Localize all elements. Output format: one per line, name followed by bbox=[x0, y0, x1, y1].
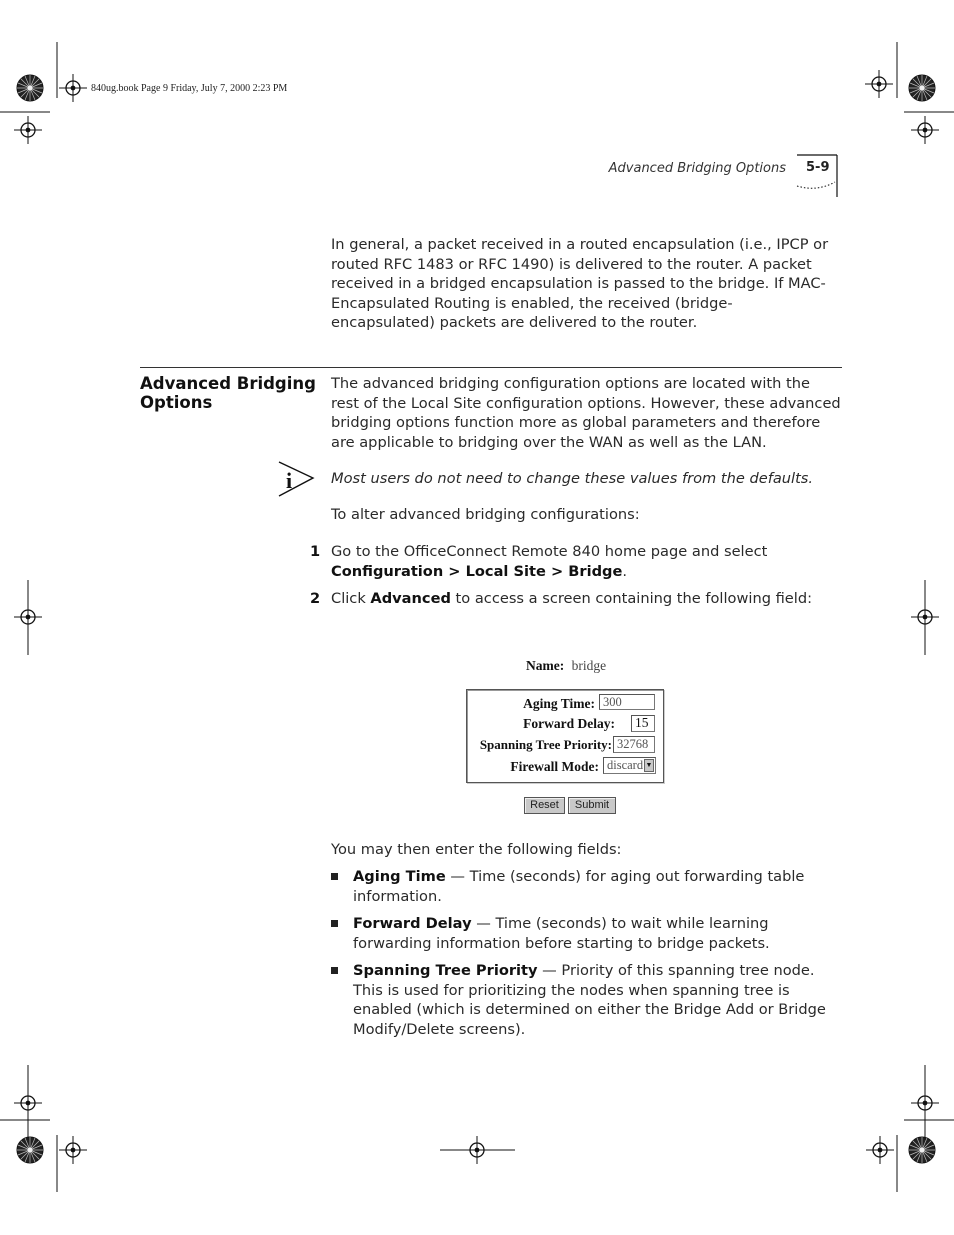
submit-button[interactable]: Submit bbox=[568, 797, 616, 814]
svg-text:i: i bbox=[286, 468, 293, 493]
registration-star-bottom-right bbox=[909, 1137, 935, 1163]
step-2-text-start: Click bbox=[331, 590, 371, 607]
page-number: 5-9 bbox=[806, 160, 830, 175]
step-1-number: 1 bbox=[310, 543, 321, 560]
book-file-stamp: 840ug.book Page 9 Friday, July 7, 2000 2:23 PM bbox=[91, 83, 288, 94]
section-heading-line-1: Advanced Bridging bbox=[140, 374, 316, 393]
step-2-advanced-keyword: Advanced bbox=[370, 590, 451, 607]
firewall-mode-selected: discard bbox=[607, 758, 644, 772]
section-heading bbox=[140, 374, 320, 412]
bridge-name-row bbox=[526, 658, 606, 674]
step-2-text bbox=[331, 589, 836, 609]
step-1-text-start: Go to the OfficeConnect Remote 840 home page and select bbox=[331, 543, 768, 560]
field-description: — Time (seconds) to wait while learning forwarding information before starting to bridge packets. bbox=[353, 915, 770, 952]
field-descriptions-list bbox=[331, 867, 841, 1047]
info-icon bbox=[277, 460, 317, 498]
firewall-mode-label: Firewall Mode: bbox=[510, 759, 599, 774]
registration-star-bottom-left bbox=[17, 1137, 43, 1163]
firewall-mode-select[interactable] bbox=[603, 757, 656, 774]
lead-in-text: To alter advanced bridging configurations: bbox=[331, 506, 640, 523]
section-heading-line-2: Options bbox=[140, 393, 213, 412]
forward-delay-label: Forward Delay: bbox=[523, 716, 615, 731]
step-2-number: 2 bbox=[310, 590, 321, 607]
section-paragraph: The advanced bridging configuration options are located with the rest of the Local Site configuration options. However, these advanced bridging options function more as global parameters and therefore are applicable to bridging over the WAN as well as the LAN. bbox=[331, 375, 841, 451]
bullet-square-icon bbox=[331, 873, 338, 880]
running-header-title: Advanced Bridging Options bbox=[608, 161, 786, 176]
section-divider bbox=[140, 367, 842, 368]
step-1-text bbox=[331, 542, 836, 581]
chevron-down-icon[interactable]: ▼ bbox=[644, 759, 654, 772]
reset-button[interactable]: Reset bbox=[524, 797, 565, 814]
aging-time-input[interactable]: 300 bbox=[599, 694, 655, 710]
spanning-tree-priority-input[interactable]: 32768 bbox=[613, 736, 655, 753]
bridge-fields-panel bbox=[466, 689, 664, 783]
bridge-name-value: bridge bbox=[571, 658, 607, 673]
field-description: — Priority of this spanning tree node. This is used for prioritizing the nodes when spanning tree is enabled (which is determined on either the Bridge Add or Bridge Modify/Delete screens). bbox=[353, 962, 826, 1038]
bridge-form-screenshot bbox=[460, 654, 670, 824]
step-1-text-end: . bbox=[622, 562, 628, 580]
bridge-name-label: Name: bbox=[526, 658, 565, 673]
page-number-tab-graphic bbox=[794, 154, 840, 198]
spanning-tree-priority-label: Spanning Tree Priority: bbox=[479, 737, 612, 752]
list-item bbox=[331, 961, 841, 1039]
field-term: Forward Delay bbox=[353, 915, 472, 932]
forward-delay-input[interactable]: 15 bbox=[631, 715, 655, 732]
aging-time-label: Aging Time: bbox=[523, 696, 595, 711]
list-item bbox=[331, 914, 841, 953]
registration-star-top-right bbox=[909, 75, 935, 101]
field-term: Aging Time bbox=[353, 868, 446, 885]
step-1-menu-path: Configuration > Local Site > Bridge bbox=[331, 562, 623, 580]
bullet-square-icon bbox=[331, 967, 338, 974]
field-term: Spanning Tree Priority bbox=[353, 962, 538, 979]
fields-intro: You may then enter the following fields: bbox=[331, 841, 622, 858]
note-text: Most users do not need to change these values from the defaults. bbox=[331, 470, 814, 487]
intro-paragraph: In general, a packet received in a routed encapsulation (i.e., IPCP or routed RFC 1483 or RFC 1490) is delivered to the router. A packet received in a bridged encapsulation is passed to the bridge. If MAC-Encapsulated Routing is enabled, the received (bridge-encapsulated) packets are delivered to the router. bbox=[331, 236, 829, 331]
step-2-text-end: to access a screen containing the following field: bbox=[450, 590, 813, 607]
field-description: — Time (seconds) for aging out forwarding table information. bbox=[353, 868, 805, 905]
registration-star-top-left bbox=[17, 75, 43, 101]
list-item bbox=[331, 867, 841, 906]
bullet-square-icon bbox=[331, 920, 338, 927]
